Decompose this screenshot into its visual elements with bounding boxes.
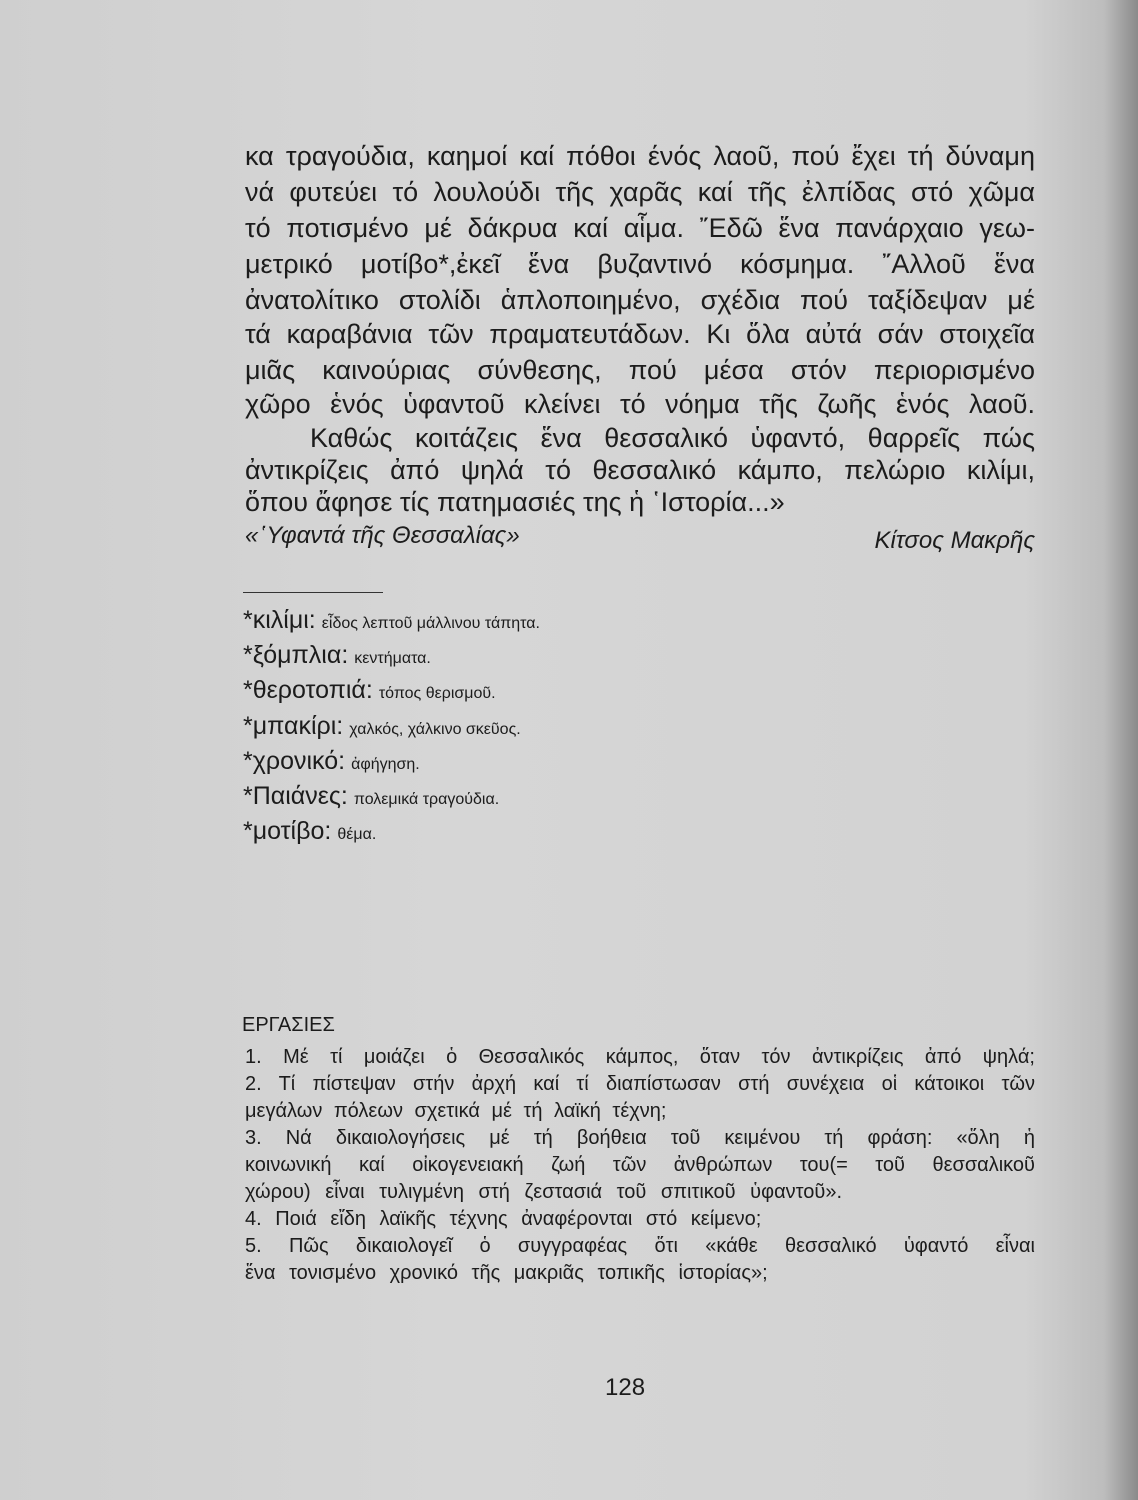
footnote-definition: πολεμικά τραγούδια. <box>353 791 500 808</box>
footnote-divider <box>243 592 383 593</box>
footnote-term: *μπακίρι: <box>243 712 344 740</box>
footnote <box>243 712 521 741</box>
footnote-definition: εἶδος λεπτοῦ μάλλινου τάπητα. <box>321 615 540 632</box>
passage-line: τά καραβάνια τῶν πραματευτάδων. Κι ὅλα αὐτά σάν στοιχεῖα <box>245 319 1035 349</box>
passage-line: Καθώς κοιτάζεις ἕνα θεσσαλικό ὑφαντό, θαρρεῖς πώς <box>310 423 1035 453</box>
exercise-line: κοινωνική καί οἰκογενειακή ζωή τῶν ἀνθρώπων του(= τοῦ θεσσαλικοῦ <box>245 1154 1035 1176</box>
passage-line: ἀνατολίτικο στολίδι ἁπλοποιημένο, σχέδια πού ταξίδεψαν μέ <box>245 285 1035 315</box>
passage-line: χῶρο ἑνός ὑφαντοῦ κλείνει τό νόημα τῆς ζωῆς ἑνός λαοῦ. <box>245 389 1035 419</box>
exercise-line: 4. Ποιά εἴδη λαϊκῆς τέχνης ἀναφέρονται στό κείμενο; <box>245 1208 762 1230</box>
footnote-term: *κιλίμι: <box>243 606 316 634</box>
footnote-term: *ξόμπλια: <box>243 641 349 669</box>
footnote-term: *μοτίβο: <box>243 817 332 845</box>
footnote <box>243 641 431 670</box>
passage-line: μετρικό μοτίβο*,ἐκεῖ ἕνα βυζαντινό κόσμημα. ῎Αλλοῦ ἕνα <box>245 249 1035 279</box>
footnote <box>243 747 420 776</box>
footnote-definition: χαλκός, χάλκινο σκεῦος. <box>349 721 521 738</box>
footnote <box>243 676 496 705</box>
passage-line: κα τραγούδια, καημοί καί πόθοι ένός λαοῦ, πού ἔχει τή δύναμη <box>245 141 1035 171</box>
exercise-line: 2. Τί πίστεψαν στήν ἀρχή καί τί διαπίστωσαν στή συνέχεια οἱ κάτοικοι τῶν <box>245 1073 1035 1095</box>
footnote-definition: θέμα. <box>337 826 377 843</box>
passage-line: νά φυτεύει τό λουλούδι τῆς χαρᾶς καί τῆς ἐλπίδας στό χῶμα <box>245 177 1035 207</box>
passage-line: τό ποτισμένο μέ δάκρυα καί αἷμα. ῎Εδῶ ἕνα πανάρχαιο γεω- <box>245 213 1035 243</box>
footnote <box>243 817 376 846</box>
footnote-term: *θεροτοπιά: <box>243 676 373 704</box>
footnote-term: *χρονικό: <box>243 747 346 775</box>
footnote-definition: κεντήματα. <box>354 650 431 667</box>
exercise-line: 5. Πῶς δικαιολογεῖ ὁ συγγραφέας ὅτι «κάθε θεσσαλικό ὑφαντό εἶναι <box>245 1235 1035 1257</box>
exercise-line: 3. Νά δικαιολογήσεις μέ τή βοήθεια τοῦ κειμένου τή φράση: «ὅλη ἡ <box>245 1127 1035 1149</box>
footnote-definition: ἀφήγηση. <box>351 756 420 773</box>
exercises-heading: ΕΡΓΑΣΙΕΣ <box>242 1014 335 1036</box>
page-number: 128 <box>605 1374 646 1401</box>
source-title: «῾Υφαντά τῆς Θεσσαλίας» <box>245 522 520 549</box>
footnote <box>243 606 540 635</box>
exercise-line: 1. Μέ τί μοιάζει ὁ Θεσσαλικός κάμπος, ὅταν τόν ἀντικρίζεις ἀπό ψηλά; <box>245 1046 1035 1068</box>
exercise-line: μεγάλων πόλεων σχετικά μέ τή λαϊκή τέχνη; <box>245 1100 667 1122</box>
exercise-line: χώρου) εἶναι τυλιγμένη στή ζεστασιά τοῦ σπιτικοῦ ὑφαντοῦ». <box>245 1181 843 1203</box>
footnote-definition: τόπος θερισμοῦ. <box>378 685 496 702</box>
passage-line: μιᾶς καινούριας σύνθεσης, πού μέσα στόν περιορισμένο <box>245 355 1035 385</box>
footnote <box>243 782 499 811</box>
passage-line: ἀντικρίζεις ἀπό ψηλά τό θεσσαλικό κάμπο, πελώριο κιλίμι, <box>245 455 1035 485</box>
author: Κίτσος Μακρῆς <box>874 527 1035 554</box>
passage-line: ὅπου ἄφησε τίς πατημασιές της ἡ ῾Ιστορία...» <box>245 487 785 517</box>
exercise-line: ἕνα τονισμένο χρονικό τῆς μακριᾶς τοπικῆς ἱστορίας»; <box>245 1262 768 1284</box>
footnote-term: *Παιάνες: <box>243 782 348 810</box>
